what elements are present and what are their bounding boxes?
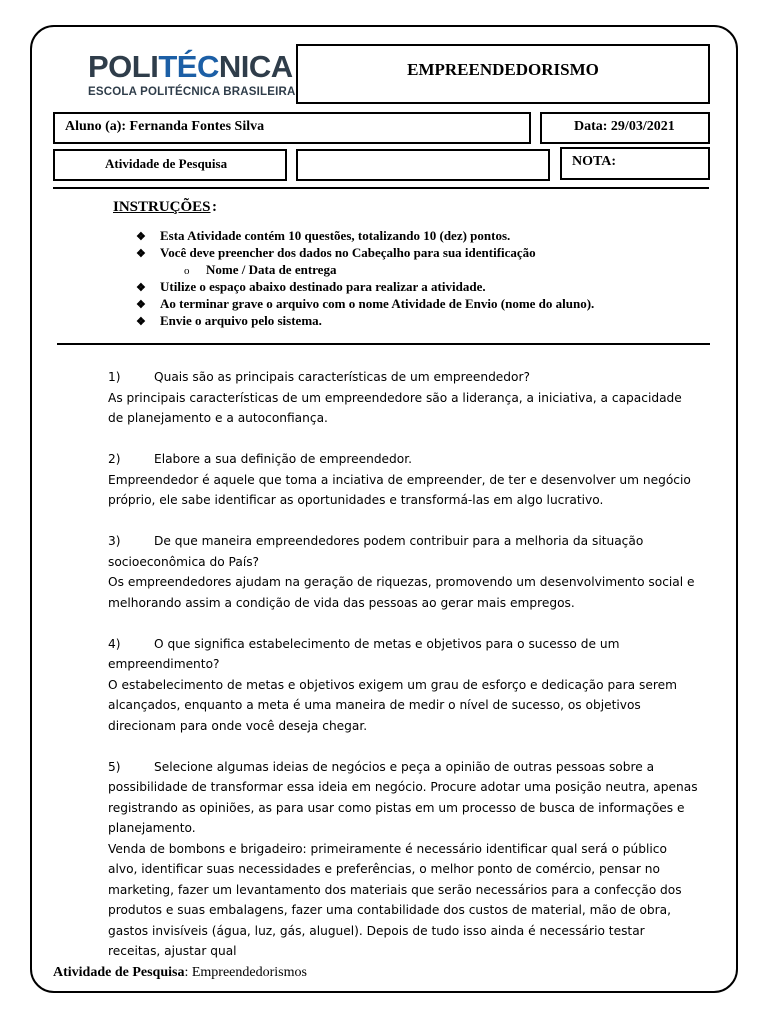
question-block: [108, 634, 698, 737]
footer-separator: :: [184, 965, 192, 980]
answer-text: Os empreendedores ajudam na geração de riquezas, promovendo um desenvolvimento social e melhorando assim a condição de vida das pessoas ao gerar mais empregos.: [108, 575, 695, 610]
question-block: [108, 531, 698, 613]
student-name-field: Aluno (a): Fernanda Fontes Silva: [53, 112, 531, 144]
instruction-item: ❖ Esta Atividade contém 10 questões, totalizando 10 (dez) pontos.: [136, 228, 511, 243]
instruction-item: ❖ Ao terminar grave o arquivo com o nome Atividade de Envio (nome do aluno).: [136, 296, 595, 311]
answer-text: Venda de bombons e brigadeiro: primeiramente é necessário identificar qual será o público alvo, identificar suas necessidades e preferências, o melhor ponto de comércio, pensar no marketing, fazer um levantamento dos materiais que serão necessários para a confecção dos produtos e suas embalagens, fazer uma contabilidade dos custos de material, mão de obra, gastos invisíveis (água, luz, gás, aluguel). Depois de tudo isso ainda é necessário testar receitas, ajustar qual: [108, 841, 682, 958]
instruction-item: ❖ Envie o arquivo pelo sistema.: [136, 313, 322, 328]
instruction-item: ❖ Você deve preencher dos dados no Cabeçalho para sua identificação: [136, 245, 536, 260]
question-text: Selecione algumas ideias de negócios e peça a opinião de outras pessoas sobre a possibilidade de transformar essa ideia em negócio. Procure adotar uma posição neutra, apenas registrando as opiniões, as para usar como pistas em um processo de busca de informações e planejamento.: [108, 759, 698, 835]
school-logo: [88, 49, 296, 105]
question-number: 4): [108, 636, 121, 651]
question-block: [108, 449, 698, 511]
diamond-bullet-icon: ❖: [136, 282, 146, 294]
date-field: Data: 29/03/2021: [540, 112, 710, 144]
instructions-divider: [57, 343, 710, 345]
blank-field: [296, 149, 550, 181]
diamond-bullet-icon: ❖: [136, 299, 146, 311]
logo-subtitle: ESCOLA POLITÉCNICA BRASILEIRA: [88, 86, 296, 98]
question-block: [108, 367, 698, 429]
instructions-title: INSTRUÇÕES: [113, 199, 211, 215]
questions-section: [108, 367, 698, 982]
document-title: EMPREENDEDORISMO: [296, 44, 710, 104]
activity-type-field: Atividade de Pesquisa: [53, 149, 287, 181]
instruction-item: ❖ Utilize o espaço abaixo destinado para realizar a atividade.: [136, 279, 486, 294]
answer-text: Empreendedor é aquele que toma a inciativa de empreender, de ter e desenvolver um negócio próprio, ele sabe identificar as oportunidades e transformá-las em algo lucrativo.: [108, 472, 691, 507]
diamond-bullet-icon: ❖: [136, 248, 146, 260]
question-block: [108, 757, 698, 962]
footer-label: Atividade de Pesquisa: [53, 965, 185, 980]
header-divider: [53, 187, 709, 189]
instruction-subitem: o Nome / Data de entrega: [184, 262, 337, 277]
question-text: De que maneira empreendedores podem contribuir para a melhoria da situação socioeconômica do País?: [108, 534, 644, 569]
answer-text: O estabelecimento de metas e objetivos exigem um grau de esforço e dedicação para serem alcançados, enquanto a meta é uma maneira de medir o nível de sucesso, os objetivos direcionam para onde você deseja chegar.: [108, 677, 677, 733]
instructions-list: [136, 228, 594, 330]
question-text: Elabore a sua definição de empreendedor.: [154, 452, 413, 466]
logo-brand: POLITÉCNICA: [88, 49, 293, 84]
diamond-bullet-icon: ❖: [136, 231, 146, 243]
question-text: O que significa estabelecimento de metas e objetivos para o sucesso de um empreendimento?: [108, 636, 620, 671]
question-number: 1): [108, 370, 121, 384]
page-footer: [53, 965, 307, 981]
question-text: Quais são as principais características de um empreendedor?: [154, 370, 530, 384]
instructions-title-colon: :: [212, 199, 217, 215]
question-number: 5): [108, 759, 121, 774]
answer-text: As principais características de um empreendedore são a liderança, a iniciativa, a capacidade de planejamento e a autoconfiança.: [108, 390, 682, 425]
question-number: 2): [108, 452, 121, 466]
circle-bullet-icon: o: [184, 265, 190, 277]
question-number: 3): [108, 534, 121, 548]
diamond-bullet-icon: ❖: [136, 316, 146, 328]
footer-course: Empreendedorismos: [191, 965, 307, 980]
grade-field: NOTA:: [560, 147, 710, 180]
